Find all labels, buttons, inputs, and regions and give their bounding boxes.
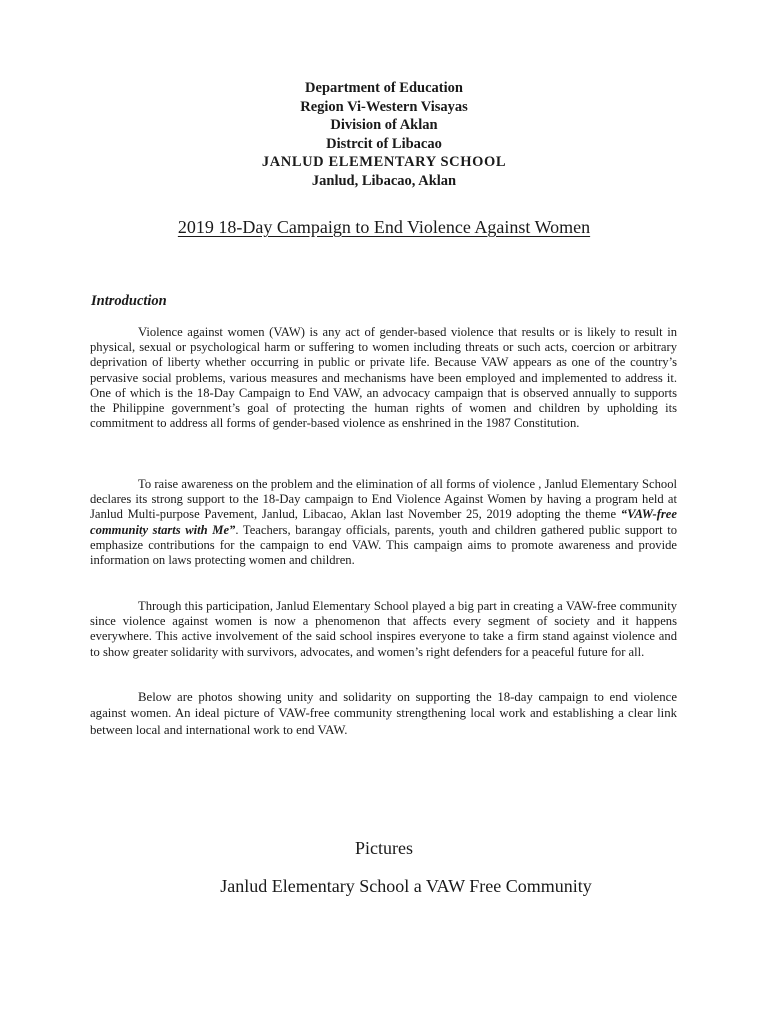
paragraph-2-rest: . Teachers, barangay officials, parents, youth and children gathered public support to emphasize contributions for the campaign to end VAW. This campaign aims to promote awareness and provide information on laws protecting women and children. [90,522,677,568]
campaign-theme: “VAW-free community starts with Me” [90,507,677,537]
introduction-heading: Introduction [91,293,167,309]
paragraph-1: Violence against women (VAW) is any act of gender-based violence that results or is likely to result in physical, sexual or psychological harm or suffering to women including threats or such acts, coercion or arbitrary deprivation of liberty whether occurring in public or private life. Because VAW appears as one of the country’s pervasive social problems, various measures and mechanisms have been employed and implemented to address it. One of which is the 18-Day Campaign to End VAW, an advocacy campaign that is observed annually to supports the Philippine government’s goal of protecting the human rights of women and children by upholding its commitment to address all forms of gender-based violence as enshrined in the 1987 Constitution. [90,325,677,431]
pictures-heading: Pictures [355,838,413,858]
school-address: Janlud, Libacao, Aklan [311,172,457,189]
paragraph-2 [90,477,677,568]
paragraph-3: Through this participation, Janlud Elementary School played a big part in creating a VAW-free community since violence against women is now a phenomenon that affects every segment of society and it happens everywhere. This active involvement of the said school inspires everyone to take a firm stand against violence and to show greater solidarity with survivors, advocates, and women’s right defenders for a peaceful future for all. [90,599,677,659]
division-line: Division of Aklan [330,117,438,133]
department-line: Department of Education [305,80,463,96]
district-line: Distrcit of Libacao [326,135,442,152]
letterhead [0,79,768,190]
paragraph-2-intro: To raise awareness on the problem and the elimination of all forms of violence , Janlud Elementary School declares its strong support to the 18-Day campaign to End Violence Against Women by having a program held at Janlud Multi-purpose Pavement, Janlud, Libacao, Aklan last November 25, 2019 adopting the theme [90,477,677,522]
document-title: 2019 18-Day Campaign to End Violence Against Women [177,217,591,237]
paragraph-4: Below are photos showing unity and solidarity on supporting the 18-day campaign to end violence against women. An ideal picture of VAW-free community strengthening local work and establishing a clear link between local and international work to end VAW. [90,690,677,737]
region-line: Region Vi-Western Visayas [300,98,468,115]
school-name: JANLUD ELEMENTARY SCHOOL [261,154,507,170]
pictures-subtitle: Janlud Elementary School a VAW Free Community [220,876,592,896]
